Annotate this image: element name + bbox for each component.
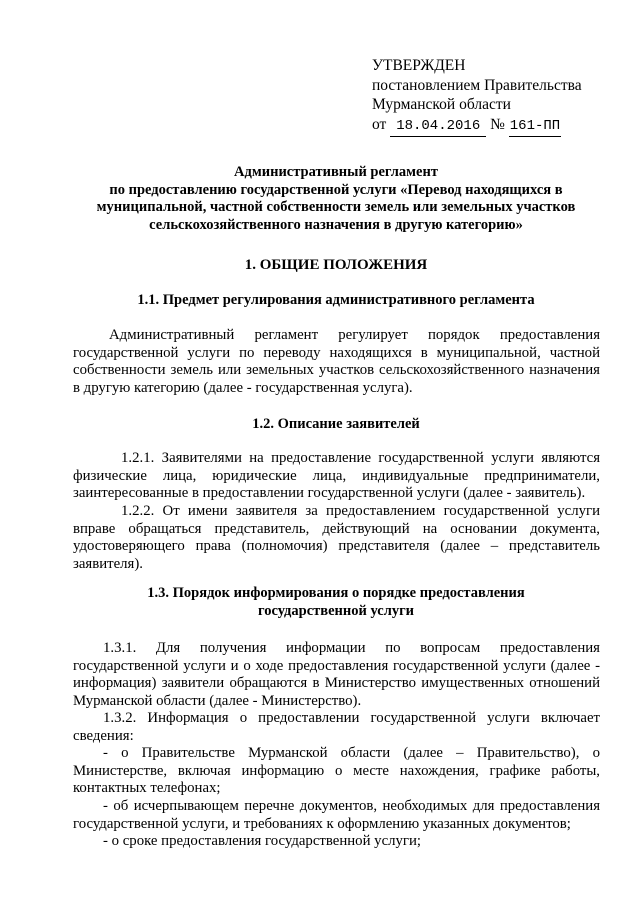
section-1-2-heading: 1.2. Описание заявителей [252,416,420,432]
section-1-3-heading-line-1: 1.3. Порядок информирования о порядке предоставления [147,585,525,601]
title-line-2: по предоставлению государственной услуги «Перевод находящихся в [109,181,563,198]
approval-number-label: № [490,115,505,133]
approval-number: 161-ПП [509,117,561,138]
section-1-3-heading-line-2: государственной услуги [257,602,415,619]
section-1-heading: 1. ОБЩИЕ ПОЛОЖЕНИЯ [244,257,428,273]
approval-heading: УТВЕРЖДЕН [372,57,466,74]
section-1-2-2-text: 1.2.2. От имени заявителя за предоставлением государственной услуги вправе обращаться представитель, действующий на основании документа, удостоверяющего права (полномочия) представителя (далее – представитель заявителя). [73,503,600,572]
approval-stamp [372,56,612,137]
list-item: - о Правительстве Мурманской области (далее – Правительство), о Министерстве, включая информацию о месте нахождения, графике работы, контактных телефонах; [73,745,600,797]
section-1-1-heading: 1.1. Предмет регулирования административного регламента [137,292,535,308]
approval-line-2: Мурманской области [372,96,511,113]
approval-from-label: от [372,115,387,133]
title-line-1: Административный регламент [234,164,438,180]
approval-line-1: постановлением Правительства [372,76,582,94]
document-title [60,164,612,234]
section-1-2-1-text: 1.2.1. Заявителями на предоставление государственной услуги являются физические лица, юридические лица, индивидуальные предприниматели, заинтересованные в предоставлении государственной услуги (далее - заявитель). [73,450,600,502]
list-item: - о сроке предоставления государственной услуги; [103,833,422,849]
list-item: - об исчерпывающем перечне документов, необходимых для предоставления государственной услуги, и требованиях к оформлению указанных документов; [73,798,600,832]
section-1-3-heading [60,585,612,620]
section-1-1-text: Административный регламент регулирует порядок предоставления государственной услуги по переводу находящихся в муниципальной, частной собственности земель или земельных участков сельскохозяйственного назначения в другую категорию (далее - государственная услуга). [73,327,600,396]
title-line-4: сельскохозяйственного назначения в другую категорию» [149,216,523,233]
approval-date: 18.04.2016 [390,117,486,138]
section-1-3-1-text: 1.3.1. Для получения информации по вопросам предоставления государственной услуги и о ходе предоставления государственной услуги (далее - информация) заявители обращаются в Министерство имущественных отношений Мурманской области (далее - Министерство). [73,640,600,709]
section-1-3-2-text: 1.3.2. Информация о предоставлении государственной услуги включает сведения: [73,710,600,744]
approval-date-line [372,115,612,138]
title-line-3: муниципальной, частной собственности земель или земельных участков [96,199,576,216]
